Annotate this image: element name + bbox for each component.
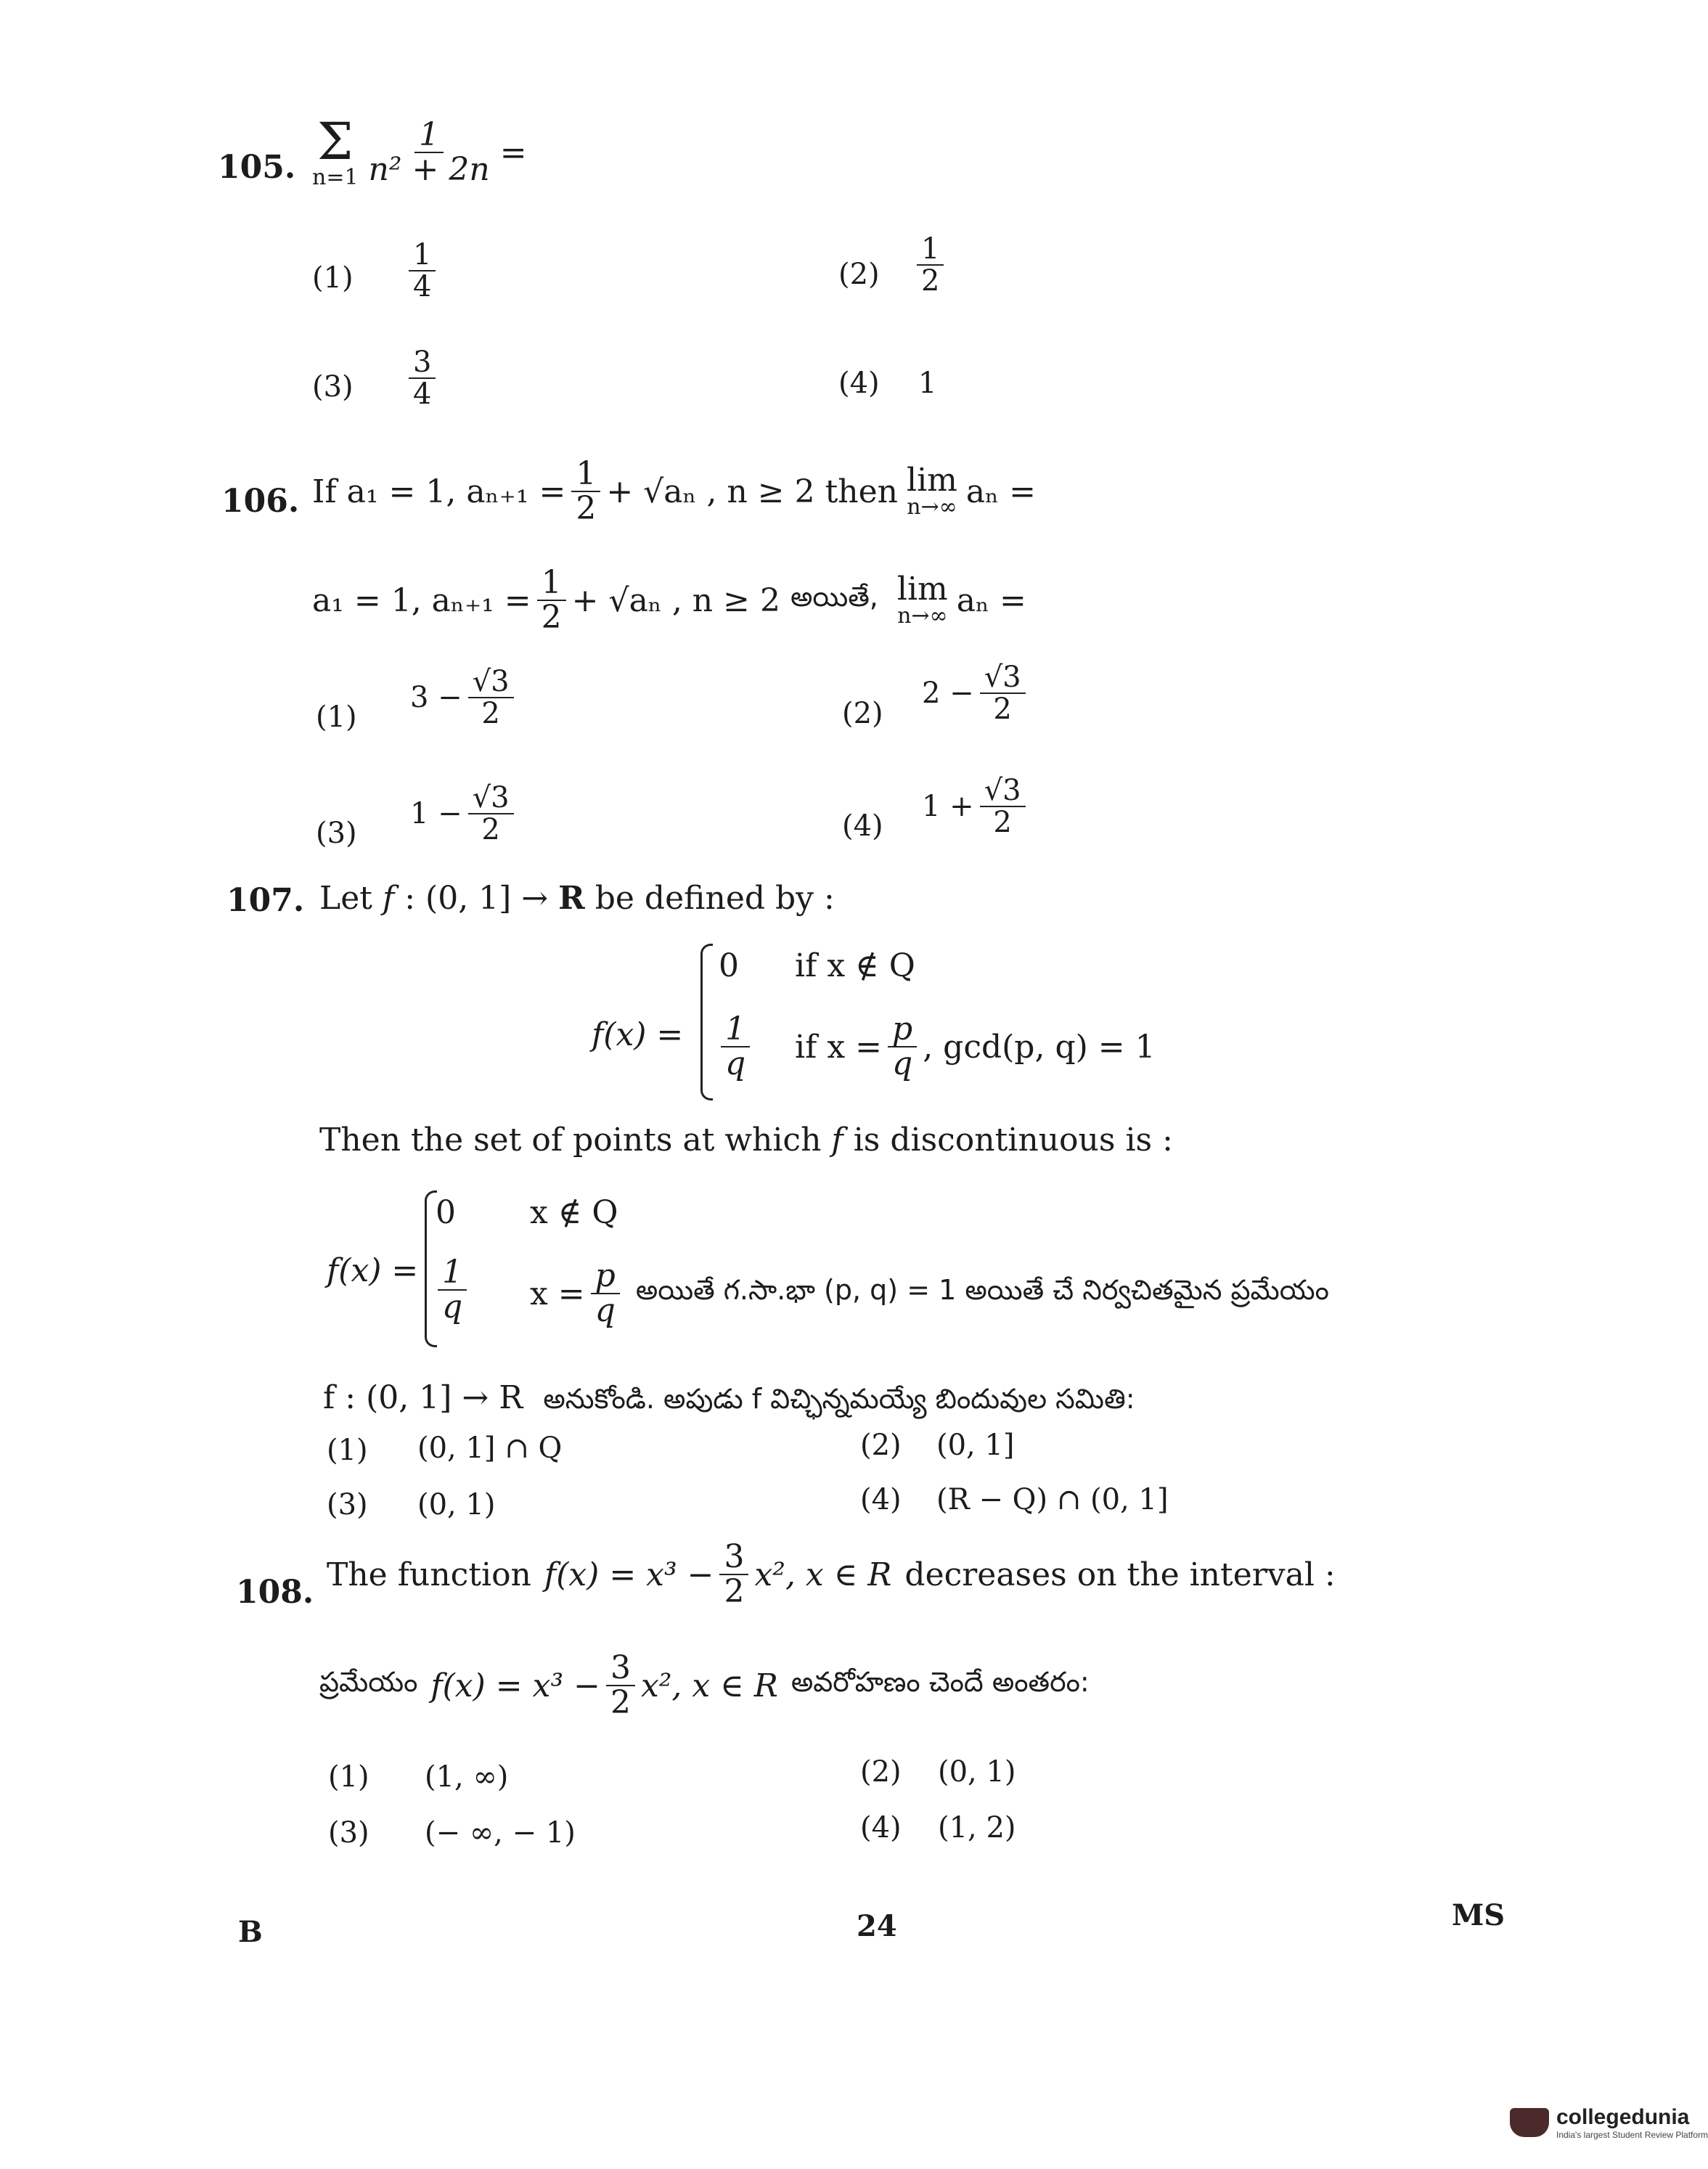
- q107-number: 107.: [226, 882, 305, 919]
- q106-opt4-den: 2: [993, 806, 1012, 839]
- q106-te-lim-sub: n→∞: [897, 603, 948, 629]
- q105-opt2-num: 1: [917, 234, 944, 266]
- q105-option-4: 1: [918, 367, 937, 400]
- q107-case2-p: p: [888, 1013, 917, 1047]
- q107-case2-num: 1: [721, 1013, 750, 1047]
- q107-question-f: f: [831, 1122, 843, 1159]
- q107-option-1-label: (1): [327, 1434, 368, 1467]
- q106-opt4-pre: 1 +: [922, 790, 974, 823]
- q105-option-1: [403, 240, 441, 302]
- q106-te-word: అయితే,: [790, 581, 878, 613]
- q107-question-a: Then the set of points at which: [319, 1122, 832, 1159]
- q105-opt3-num: 3: [409, 347, 436, 379]
- q107-tel-case2-den: q: [442, 1288, 463, 1326]
- q105-expression: [312, 112, 527, 190]
- q106-opt2-den: 2: [993, 693, 1012, 726]
- q108-te-pre: ప్రమేయం: [319, 1666, 418, 1699]
- q106-opt3-den: 2: [481, 813, 500, 846]
- q107-option-3: (0, 1): [417, 1488, 496, 1521]
- q107-case2-cond-pre: if x =: [795, 1028, 883, 1066]
- q107-tel-line2-math: f : (0, 1] → R: [323, 1379, 523, 1416]
- q105-fraction: [364, 115, 494, 188]
- q107-option-1: (0, 1] ∩ Q: [417, 1431, 563, 1465]
- q108-option-3-label: (3): [328, 1816, 369, 1850]
- q107-tel-case2-pre: x =: [530, 1275, 585, 1312]
- q106-te-lim: lim: [896, 571, 948, 608]
- q106-option-3-label: (3): [316, 817, 357, 850]
- q108-en-fx-post: x², x ∈ R: [754, 1556, 892, 1593]
- q107-case2-den: q: [725, 1045, 746, 1083]
- q106-opt1-den: 2: [481, 697, 500, 730]
- q107-option-4: (R − Q) ∩ (0, 1]: [936, 1483, 1169, 1516]
- q106-opt1-num: √3: [468, 666, 514, 698]
- page-number: 24: [857, 1909, 897, 1943]
- q105-equals: =: [499, 134, 527, 171]
- q107-fx-label: f(x) =: [592, 1016, 684, 1053]
- q107-case2-cond-post: , gcd(p, q) = 1: [923, 1028, 1156, 1066]
- q105-denominator: n² + 2n: [368, 151, 490, 188]
- q107-intro-f: f: [382, 880, 395, 917]
- q108-option-1-label: (1): [328, 1760, 369, 1794]
- footer-booklet-code: B: [238, 1915, 263, 1949]
- q107-tel-case2-q: q: [594, 1292, 616, 1330]
- q107-tel-case1-condition: x ∉ Q: [530, 1194, 618, 1231]
- q106-number: 106.: [221, 483, 300, 520]
- q106-en-frac-num: 1: [571, 457, 600, 492]
- q107-case2-q: q: [892, 1045, 913, 1083]
- q108-en-fx-pre: f(x) = x³ −: [544, 1556, 714, 1593]
- q107-case1-value: 0: [719, 947, 739, 984]
- q106-en-pre: If a₁ = 1, aₙ₊₁ =: [312, 473, 566, 510]
- q107-option-2: (0, 1]: [936, 1429, 1015, 1462]
- q107-option-2-label: (2): [860, 1429, 902, 1462]
- q106-opt1-pre: 3 −: [410, 681, 462, 714]
- q108-en-pre: The function: [327, 1556, 531, 1593]
- q106-option-2: [922, 662, 1031, 724]
- q108-en-post: decreases on the interval :: [904, 1556, 1336, 1593]
- q107-tel-fx-label: f(x) =: [327, 1252, 419, 1289]
- q106-option-4: [922, 775, 1031, 838]
- watermark-name: collegedunia: [1556, 2105, 1690, 2129]
- q106-te-pre: a₁ = 1, aₙ₊₁ =: [312, 581, 531, 619]
- q106-opt3-pre: 1 −: [410, 797, 462, 830]
- q107-case2-value: [715, 1010, 756, 1083]
- q107-tel-case2-text: అయితే గ.సా.భా (p, q) = 1 అయితే చే నిర్వచితమైన ప్రమేయం: [635, 1274, 1329, 1307]
- q108-te-frac-num: 3: [606, 1651, 635, 1686]
- q106-te-frac-den: 2: [541, 599, 562, 637]
- graduation-cap-icon: [1510, 2108, 1549, 2137]
- q106-te-tail: aₙ =: [956, 581, 1026, 619]
- q107-case1-condition: if x ∉ Q: [795, 947, 915, 984]
- q108-en-frac-num: 3: [719, 1540, 748, 1575]
- q106-option-1: [410, 666, 520, 729]
- q106-en-frac-den: 2: [576, 490, 597, 528]
- q106-te-mid: + √aₙ , n ≥ 2: [571, 581, 780, 619]
- q107-tel-case1-value: 0: [436, 1194, 456, 1231]
- q108-en-frac-den: 2: [724, 1573, 745, 1611]
- footer-subject-code: MS: [1452, 1898, 1505, 1932]
- q108-option-4: (1, 2): [938, 1811, 1016, 1845]
- q106-english-statement: [312, 457, 1036, 526]
- q106-option-3: [410, 783, 520, 845]
- q107-intro-c: be defined by :: [584, 880, 835, 917]
- q106-opt2-num: √3: [980, 662, 1026, 694]
- collegedunia-watermark: [1510, 2105, 1708, 2140]
- q107-tel-case2-num: 1: [438, 1256, 467, 1291]
- q106-en-lim: lim: [907, 462, 957, 499]
- q107-tel-line2: [323, 1379, 1135, 1422]
- q107-case2-condition: [795, 1010, 1156, 1083]
- q108-option-2: (0, 1): [938, 1755, 1016, 1789]
- q106-en-tail: aₙ =: [965, 473, 1036, 510]
- q107-tel-line2-text: అనుకోండి. అపుడు f విచ్ఛిన్నమయ్యే బిందువుల సమితి:: [543, 1383, 1135, 1415]
- q105-opt1-num: 1: [409, 240, 436, 271]
- q107-option-3-label: (3): [327, 1488, 368, 1521]
- q108-option-3: (− ∞, − 1): [425, 1816, 576, 1850]
- q108-te-frac-den: 2: [610, 1684, 631, 1722]
- q107-tel-case2-p: p: [591, 1259, 620, 1294]
- q108-option-2-label: (2): [860, 1755, 902, 1789]
- q106-opt2-pre: 2 −: [922, 677, 974, 710]
- q107-question: [319, 1122, 1173, 1159]
- q105-option-3: [403, 347, 441, 409]
- q106-te-frac-num: 1: [537, 566, 566, 601]
- q107-question-b: is discontinuous is :: [843, 1122, 1173, 1159]
- q108-te-fx-post: x², x ∈ R: [640, 1667, 778, 1704]
- sigma-symbol: Σ: [317, 112, 354, 171]
- q108-telugu-statement: [319, 1651, 1090, 1720]
- q106-telugu-statement: [312, 564, 1026, 637]
- q106-option-4-label: (4): [842, 809, 883, 843]
- q106-opt4-num: √3: [980, 775, 1026, 807]
- q108-te-fx-pre: f(x) = x³ −: [430, 1667, 600, 1704]
- q105-option-4-label: (4): [838, 367, 880, 400]
- q105-opt1-den: 4: [413, 270, 432, 303]
- q107-option-4-label: (4): [860, 1483, 902, 1516]
- q106-opt3-num: √3: [468, 783, 514, 814]
- q107-tel-case2-value: [432, 1256, 473, 1324]
- q107-intro-b: : (0, 1] →: [394, 880, 559, 917]
- q108-option-4-label: (4): [860, 1811, 902, 1845]
- q105-numerator: 1: [414, 118, 444, 153]
- q107-intro-a: Let: [319, 880, 383, 917]
- q108-te-post: అవరోహణం చెందే అంతరం:: [790, 1666, 1090, 1699]
- q107-brace: [700, 944, 713, 1100]
- q107-intro-R: R: [558, 880, 585, 917]
- q105-number: 105.: [218, 149, 296, 186]
- watermark-tagline: India's largest Student Review Platform: [1556, 2130, 1708, 2140]
- q105-option-2: [911, 234, 949, 296]
- q105-option-2-label: (2): [838, 258, 880, 291]
- q105-option-1-label: (1): [312, 261, 354, 295]
- sum-lower-limit: n=1: [312, 165, 359, 190]
- q108-option-1: (1, ∞): [425, 1760, 509, 1794]
- q106-option-1-label: (1): [316, 700, 357, 734]
- q106-option-2-label: (2): [842, 697, 883, 730]
- q106-en-lim-sub: n→∞: [907, 494, 957, 520]
- q107-intro: [319, 880, 835, 917]
- q107-tel-case2-condition: [530, 1259, 1329, 1328]
- q106-en-mid: + √aₙ , n ≥ 2 then: [606, 473, 898, 510]
- q105-opt2-den: 2: [921, 264, 940, 298]
- q108-number: 108.: [236, 1574, 314, 1611]
- q108-english-statement: [327, 1540, 1336, 1609]
- q105-option-3-label: (3): [312, 370, 354, 404]
- q105-opt3-den: 4: [413, 377, 432, 411]
